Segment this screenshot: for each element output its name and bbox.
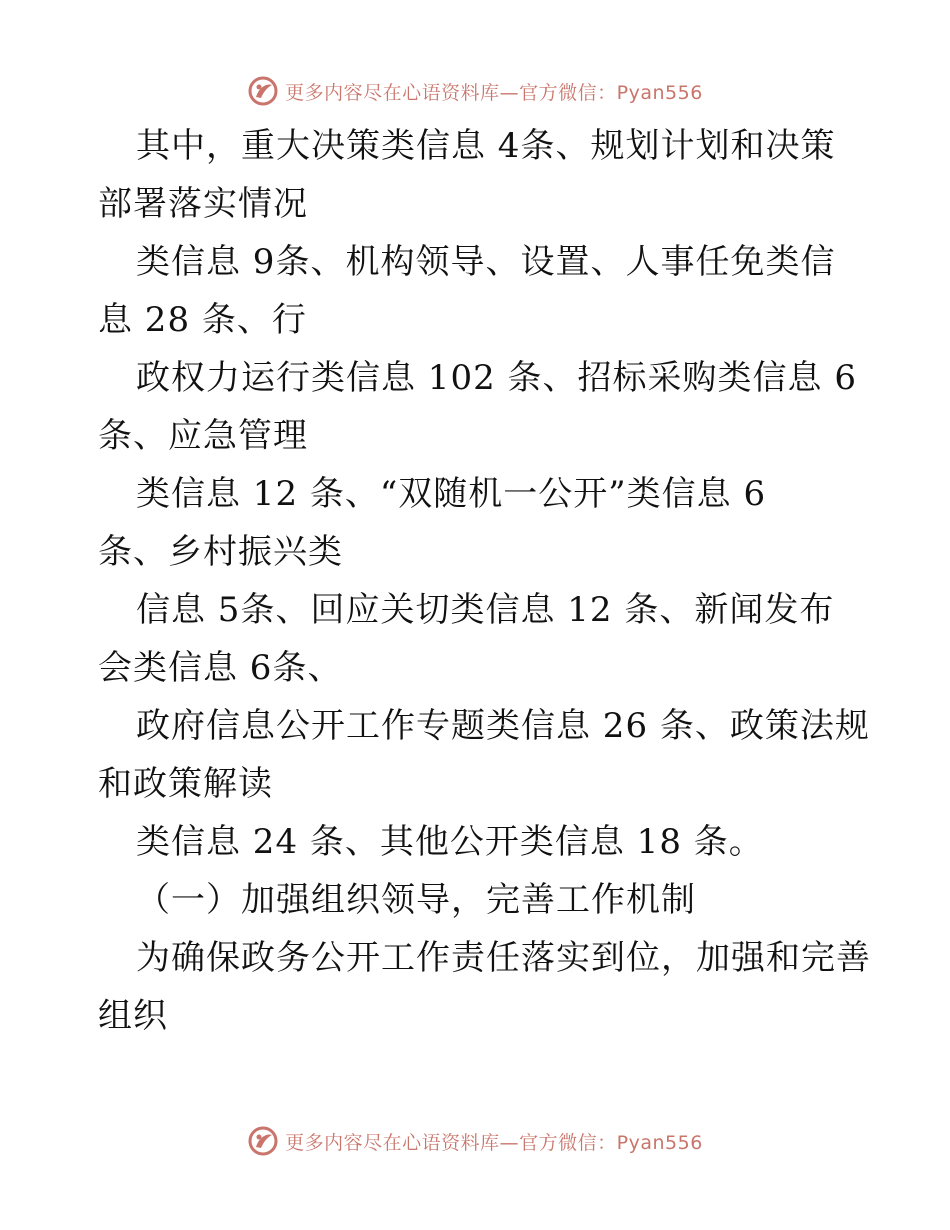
text-line: 息 28 条、行 bbox=[98, 300, 307, 340]
text-line: 政府信息公开工作专题类信息 26 条、政策法规 bbox=[136, 706, 870, 746]
text-line: 类信息 12 条、“双随机一公开”类信息 6 bbox=[136, 474, 767, 514]
logo-icon bbox=[247, 1125, 279, 1157]
section-heading: （一）加强组织领导，完善工作机制 bbox=[136, 880, 696, 920]
text-line: 组织 bbox=[98, 996, 168, 1036]
logo-icon bbox=[247, 75, 279, 107]
text-line: 政权力运行类信息 102 条、招标采购类信息 6 bbox=[136, 358, 857, 398]
text-line: 类信息 9条、机构领导、设置、人事任免类信 bbox=[136, 242, 836, 282]
watermark-text: 更多内容尽在心语资料库—官方微信：Pyan556 bbox=[285, 1131, 703, 1154]
text-line: 为确保政务公开工作责任落实到位，加强和完善 bbox=[136, 938, 871, 978]
text-line: 条、应急管理 bbox=[98, 416, 308, 456]
text-line: 其中，重大决策类信息 4条、规划计划和决策 bbox=[136, 126, 836, 166]
text-line: 部署落实情况 bbox=[98, 184, 308, 224]
text-line: 条、乡村振兴类 bbox=[98, 532, 343, 572]
text-line: 信息 5条、回应关切类信息 12 条、新闻发布 bbox=[136, 590, 835, 630]
text-line: 和政策解读 bbox=[98, 764, 273, 804]
document-body bbox=[98, 117, 871, 1045]
text-line: 类信息 24 条、其他公开类信息 18 条。 bbox=[136, 822, 764, 862]
footer-watermark bbox=[0, 1124, 950, 1158]
text-line: 会类信息 6条、 bbox=[98, 648, 343, 688]
header-watermark bbox=[0, 74, 950, 108]
watermark-text: 更多内容尽在心语资料库—官方微信：Pyan556 bbox=[285, 81, 703, 104]
